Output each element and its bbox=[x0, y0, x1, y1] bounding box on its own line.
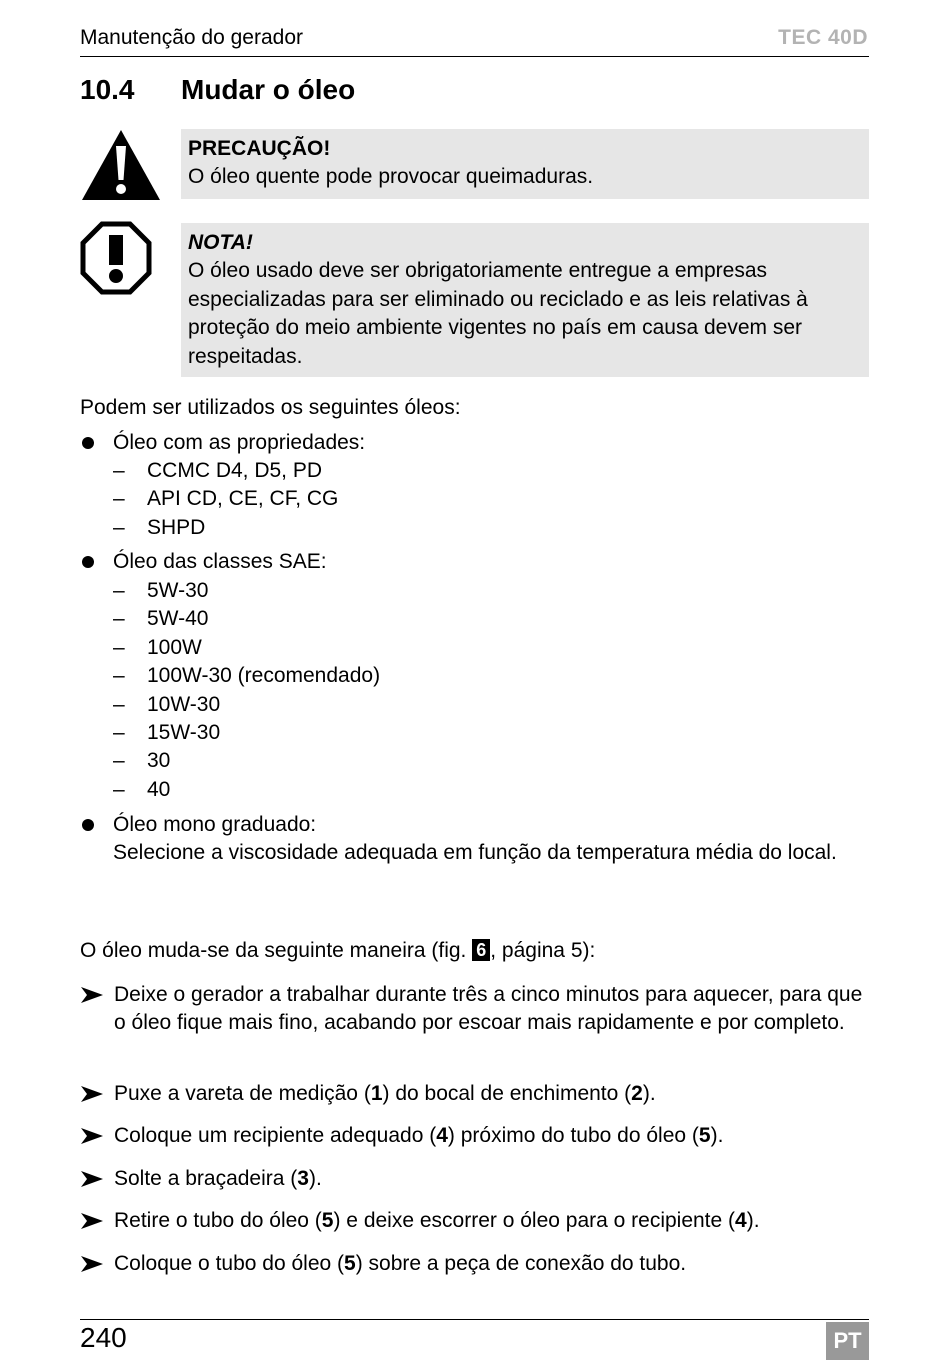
note-text: O óleo usado deve ser obrigatoriamente entregue a empresas especializadas para ser eliminado ou reciclado e as leis relativas à proteção do meio ambiente vigentes no país em causa devem ser respeitadas. bbox=[188, 259, 808, 368]
step-text: Coloque o tubo do óleo (5) sobre a peça de conexão do tubo. bbox=[114, 1252, 687, 1275]
caution-label: PRECAUÇÃO! bbox=[188, 137, 331, 160]
list-item: – 5W-40 bbox=[113, 607, 209, 631]
warning-triangle-icon bbox=[80, 128, 162, 202]
arrow-right-icon bbox=[80, 1207, 104, 1235]
page-number: 240 bbox=[80, 1322, 127, 1353]
list-item: – 100W-30 (recomendado) bbox=[113, 664, 381, 688]
arrow-right-icon bbox=[80, 1165, 104, 1193]
header-model: TEC 40D bbox=[778, 26, 868, 49]
step-text: Retire o tubo do óleo (5) e deixe escorrer o óleo para o recipiente (4). bbox=[114, 1209, 760, 1232]
arrow-right-icon bbox=[80, 1250, 104, 1278]
list-item: – API CD, CE, CF, CG bbox=[113, 487, 339, 511]
list-item: – CCMC D4, D5, PD bbox=[113, 459, 323, 482]
header-chapter: Manutenção do gerador bbox=[80, 26, 303, 49]
arrow-right-icon bbox=[80, 1122, 104, 1150]
step-text: Solte a braçadeira (3). bbox=[114, 1167, 322, 1190]
bullet-icon bbox=[82, 437, 94, 449]
list-item: – 100W bbox=[113, 635, 202, 659]
procedure-intro: O óleo muda-se da seguinte maneira (fig. 6 , página 5): bbox=[80, 939, 596, 962]
section-title: Mudar o óleo bbox=[181, 74, 356, 105]
step-text: Puxe a vareta de medição (1) do bocal de enchimento (2). bbox=[114, 1082, 656, 1105]
sae-classes-list bbox=[113, 577, 380, 804]
oil-properties-list bbox=[113, 457, 338, 542]
bullet-icon bbox=[82, 819, 94, 831]
list-item: – SHPD bbox=[113, 515, 206, 539]
list-item: – 15W-30 bbox=[113, 721, 221, 745]
caution-text: O óleo quente pode provocar queimaduras. bbox=[188, 165, 594, 189]
list-item: – 5W-30 bbox=[113, 579, 209, 602]
arrow-right-icon bbox=[80, 981, 104, 1009]
step-text: Coloque um recipiente adequado (4) próximo do tubo do óleo (5). bbox=[114, 1124, 724, 1147]
list-item: – 40 bbox=[113, 777, 171, 801]
exclamation-octagon-icon bbox=[80, 221, 152, 295]
oils-intro: Podem ser utilizados os seguintes óleos: bbox=[80, 396, 461, 419]
bullet-icon bbox=[82, 556, 94, 568]
footer-divider bbox=[80, 1319, 869, 1320]
caution-box bbox=[181, 129, 869, 199]
section-number: 10.4 bbox=[80, 74, 135, 105]
figure-reference: 6 bbox=[472, 939, 490, 961]
step-text: Deixe o gerador a trabalhar durante três a cinco minutos para aquecer, para que o óleo fique mais fino, acabando por escoar mais rapidamente e por completo. bbox=[114, 983, 863, 1035]
header-divider bbox=[80, 56, 869, 57]
note-box bbox=[181, 223, 869, 377]
oil-group-label: Óleo com as propriedades: bbox=[113, 431, 366, 454]
language-badge: PT bbox=[826, 1322, 869, 1360]
oil-group-description: Selecione a viscosidade adequada em função da temperatura média do local. bbox=[113, 841, 837, 865]
list-item: – 30 bbox=[113, 749, 171, 773]
oil-group-label: Óleo das classes SAE: bbox=[113, 550, 327, 573]
note-label: NOTA! bbox=[188, 231, 253, 254]
arrow-right-icon bbox=[80, 1080, 104, 1108]
list-item: – 10W-30 bbox=[113, 692, 221, 716]
oil-group-label: Óleo mono graduado: bbox=[113, 813, 317, 836]
